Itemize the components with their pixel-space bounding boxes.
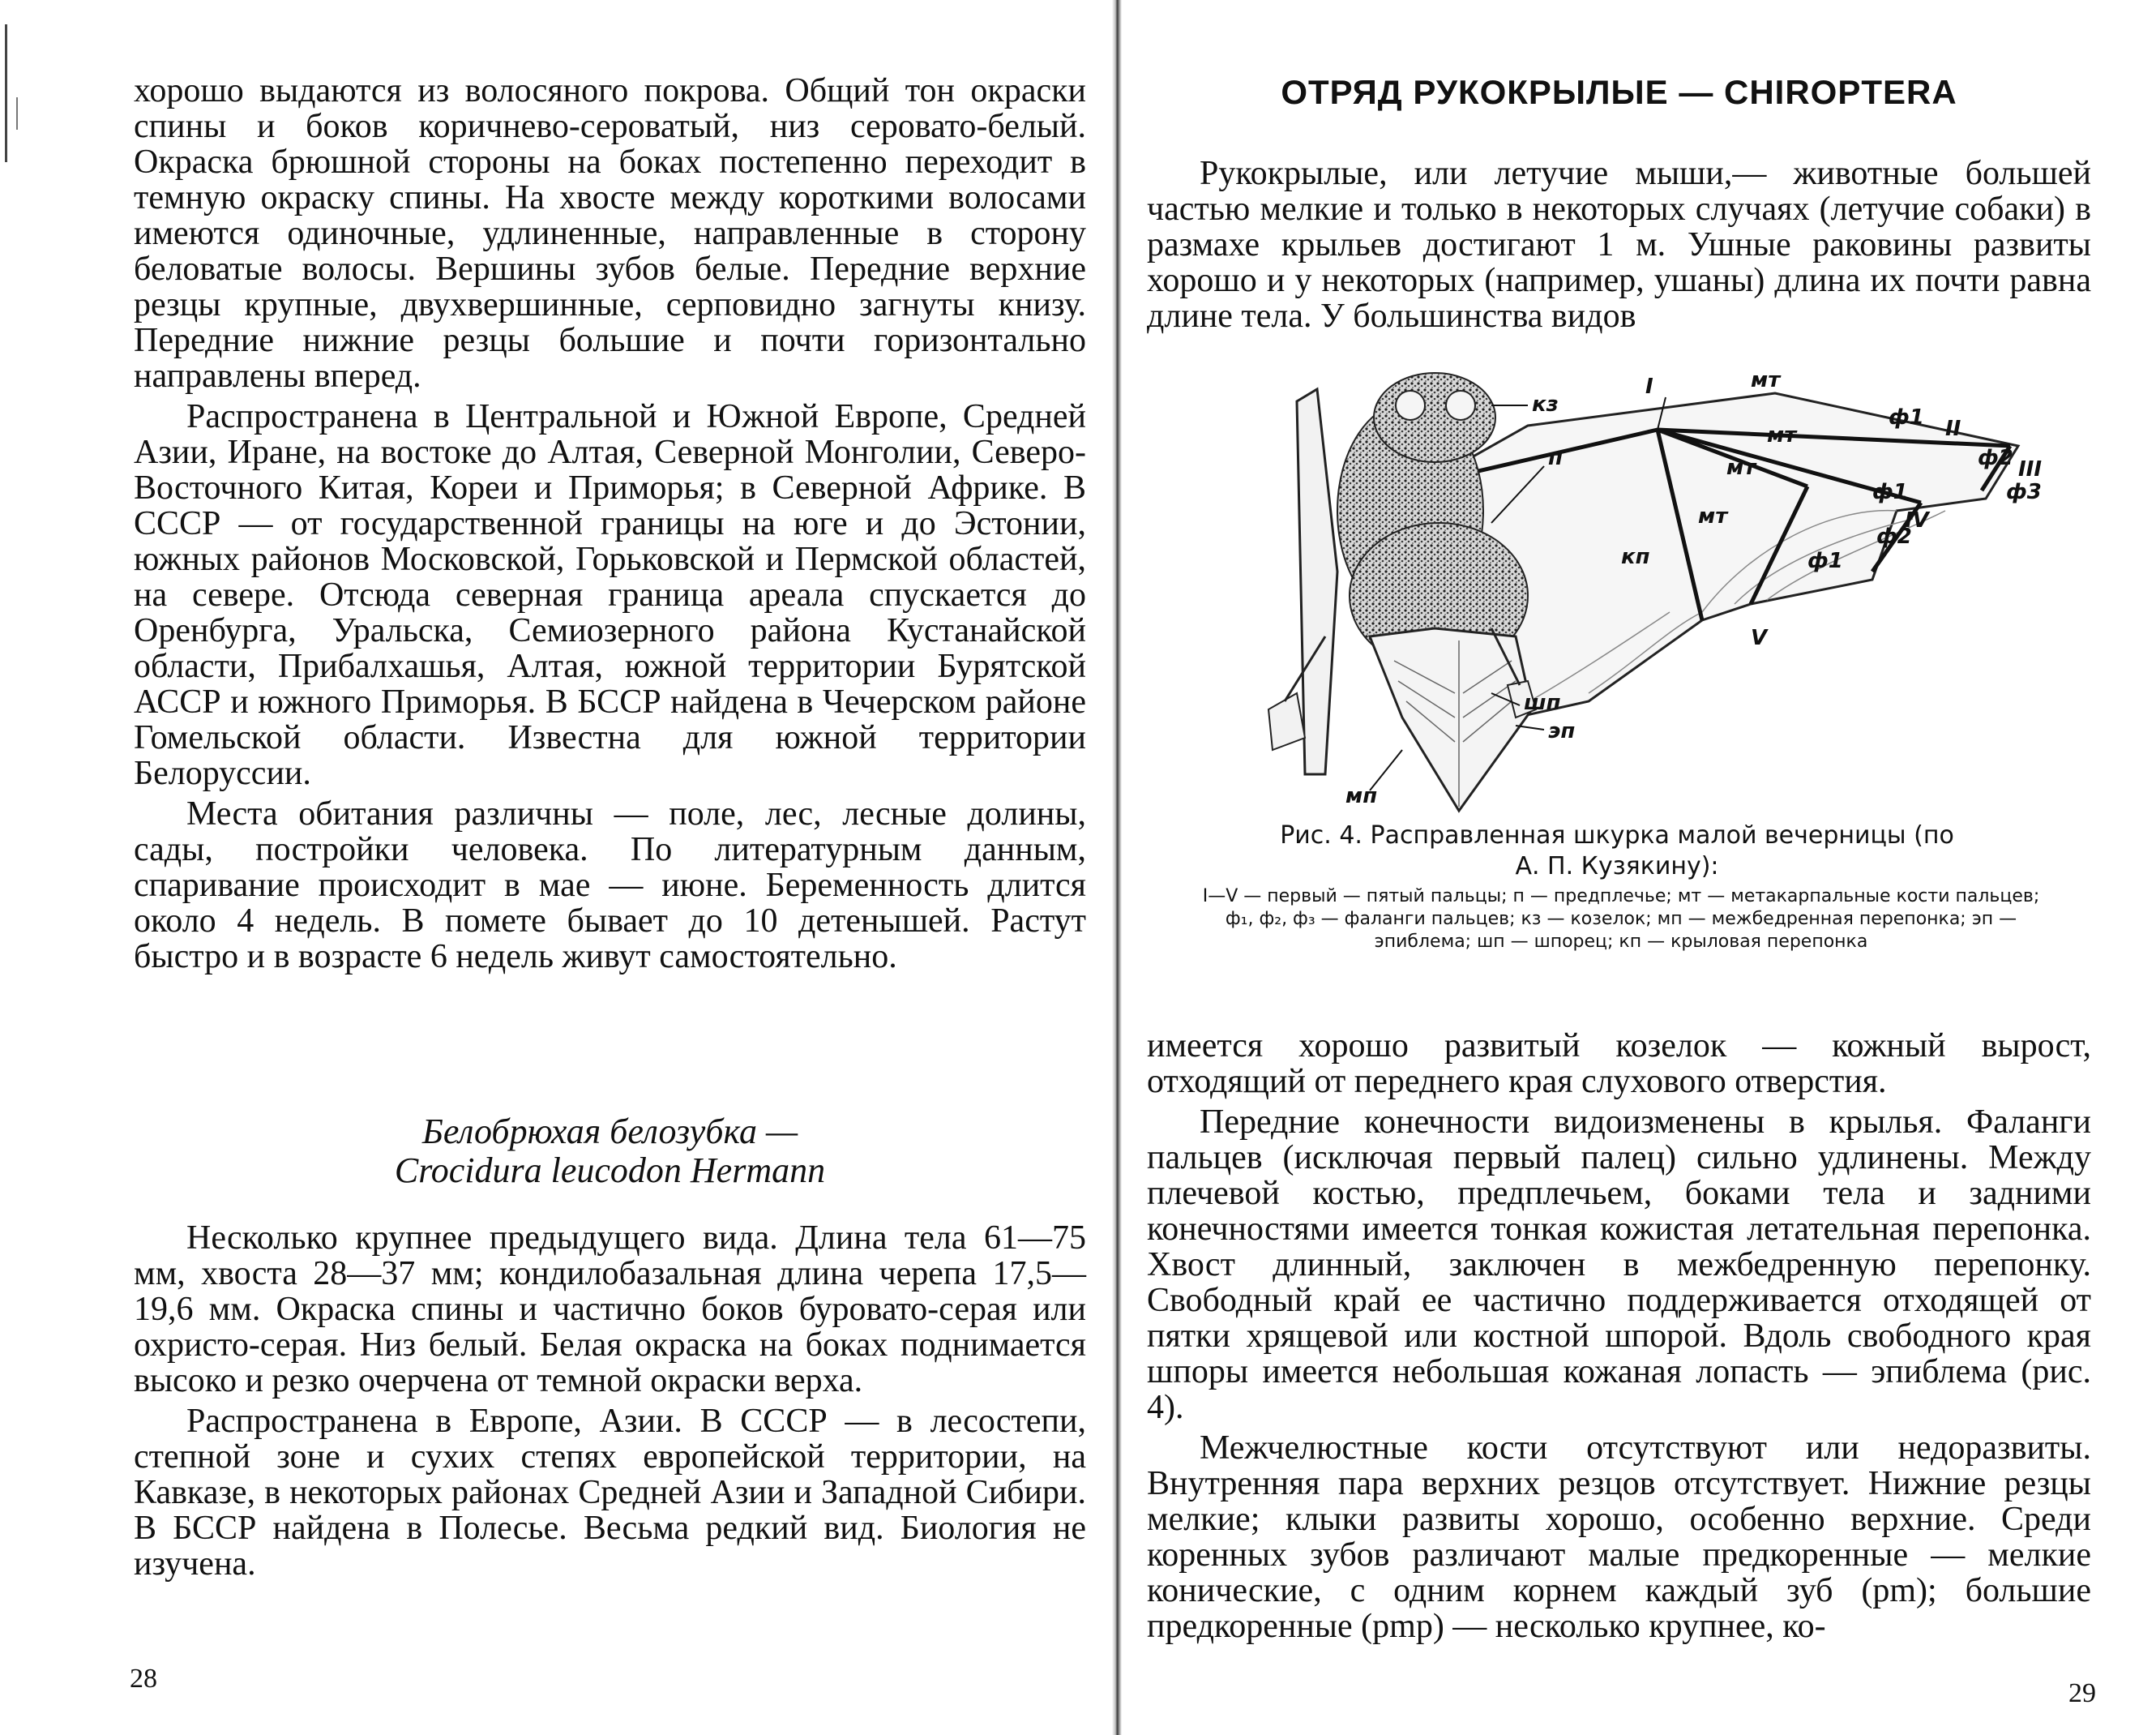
paragraph: Распространена в Европе, Азии. В СССР — в лесостепи, степной зоне и сухих степях европейской территории, на Кавказе, в некоторых районах Средней Азии и Западной Сибири. В БССР найдена в Полесье. Весьма редкий вид. Биология не изучена.	[134, 1403, 1086, 1583]
species-title-ru: Белобрюхая белозубка —	[421, 1112, 798, 1151]
left-foot	[1268, 693, 1305, 750]
label-kz: кз	[1532, 392, 1559, 417]
figure-caption	[1167, 820, 2067, 882]
label-ep: эп	[1548, 719, 1576, 743]
bat-skin-figure	[1248, 369, 2067, 823]
label-p: п	[1548, 446, 1563, 470]
paragraph: Распространена в Центральной и Южной Европе, Средней Азии, Иране, на востоке до Алтая, Северной Монголии, Северо-Восточного Китая, Кореи и Приморья; в Северной Африке. В СССР — от государственной границы на юге и до Эстонии, южных районов Московской, Горьковской и Пермской областей, на севере. Отсюда северная граница ареала спускается до Оренбурга, Уральска, Семиозерного района Кустанайской области, Прибалхашья, Алтая, южной территории Бурятской АССР и южного Приморья. В БССР найдена в Чечерском районе Гомельской области. Известна для южной территории Белоруссии.	[134, 398, 1086, 792]
paragraph: Рукокрылые, или летучие мыши,— животные большей частью мелкие и только в некоторых случаях (летучие собаки) в размахе крыльев достигают 1 м. Ушные раковины развиты хорошо и у некоторых (например, ушаны) длина их почти равна длине тела. У большинства видов	[1147, 155, 2091, 335]
label-mt: мт	[1698, 504, 1728, 529]
left-wing-stub	[1297, 389, 1337, 774]
paragraph: имеется хорошо развитый козелок — кожный вырост, отходящий от переднего края слухового отверстия.	[1147, 1027, 2091, 1100]
label-kp: кп	[1621, 545, 1650, 569]
label-mt: мт	[1751, 369, 1781, 392]
label-mt: мт	[1726, 456, 1756, 480]
label-f2: ф2	[1876, 525, 1912, 549]
species-title	[134, 1112, 1086, 1190]
label-finger-IV: IV	[1905, 508, 1929, 533]
label-finger-III: III	[2018, 457, 2043, 482]
caption-line: Рис. 4. Расправленная шкурка малой вечерницы (по	[1280, 821, 1954, 850]
right-page-text-bottom	[1147, 1028, 2091, 1644]
bat-head	[1374, 373, 1495, 462]
label-finger-I: I	[1645, 375, 1653, 399]
bat-skin-illustration	[1248, 369, 2067, 823]
label-f1: ф1	[1807, 549, 1843, 573]
left-page-text-top	[134, 73, 1086, 975]
paragraph: хорошо выдаются из волосяного покрова. Общий тон окраски спины и боков коричнево-сероватый, низ серовато-белый. Окраска брюшной стороны на боках постепенно переходит в темную окраску спины. На хвосте между короткими волосами имеются одиночные, удлиненные, направленные в сторону беловатые волосы. Вершины зубов белые. Передние верхние резцы крупные, двухвершинные, серповидно загнуты книзу. Передние нижние резцы большие и почти горизонтально направлены вперед.	[134, 72, 1086, 395]
label-f1: ф1	[1872, 480, 1908, 504]
label-f2: ф2	[1978, 446, 2013, 470]
label-finger-V: V	[1751, 626, 1768, 650]
species-title-latin: Crocidura leucodon Hermann	[394, 1150, 826, 1190]
label-f3: ф3	[2006, 480, 2042, 504]
paragraph: Межчелюстные кости отсутствуют или недоразвиты. Внутренняя пара верхних резцов отсутствует. Нижние резцы мелкие; клыки развиты хорошо, особенно верхние. Среди коренных зубов различают малые предкоренные — мелкие конические, с одним корнем каждый зуб (pm); большие предкоренные (pmp) — несколько крупнее, ко-	[1147, 1429, 2091, 1645]
paragraph: Передние конечности видоизменены в крылья. Фаланги пальцев (исключая первый палец) сильно удлинены. Между плечевой костью, предплечьем, боками тела и задними конечностями имеется тонкая кожистая летательная перепонка. Хвост длинный, заключен в межбедренную перепонку. Свободный край ее частично поддерживается отходящей от пятки хрящевой или костной шпорой. Вдоль свободного края шпоры имеется небольшая кожаная лопасть — эпиблема (рис. 4).	[1147, 1103, 2091, 1426]
left-page-text-bottom	[134, 1220, 1086, 1582]
paragraph: Несколько крупнее предыдущего вида. Длина тела 61—75 мм, хвоста 28—37 мм; кондилобазальная длина черепа 17,5—19,6 мм. Окраска спины и частично боков буровато-серая или охристо-серая. Низ белый. Белая окраска на боках поднимается высоко и резко очерчена от темной окраски верха.	[134, 1219, 1086, 1399]
label-mp: мп	[1345, 784, 1378, 808]
page-number-right: 29	[2068, 1678, 2096, 1708]
label-shp: шп	[1524, 691, 1561, 715]
tail-membrane	[1370, 628, 1532, 811]
figure-legend: I—V — первый — пятый пальцы; п — предплечье; мт — метакарпальные кости пальцев; ф₁, ф₂, ф₃ — фаланги пальцев; кз — козелок; мп — межбедренная перепонка; эп — эпиблема; шп — шпорец; кп — крыловая перепонка	[1202, 886, 2040, 952]
caption-line: А. П. Кузякину):	[1515, 852, 1719, 880]
label-finger-II: II	[1945, 417, 1961, 441]
right-page-text-top	[1147, 156, 2091, 334]
paragraph: Места обитания различны — поле, лес, лесные долины, сады, постройки человека. По литературным данным, спаривание происходит в мае — июне. Беременность длится около 4 недель. В помете бывает до 10 детенышей. Растут быстро и в возрасте 6 недель живут самостоятельно.	[134, 795, 1086, 975]
label-f1: ф1	[1889, 405, 1924, 430]
order-heading: ОТРЯД РУКОКРЫЛЫЕ — CHIROPTERA	[1281, 73, 1957, 111]
label-mt: мт	[1767, 423, 1797, 448]
page-number-left: 28	[130, 1664, 157, 1694]
